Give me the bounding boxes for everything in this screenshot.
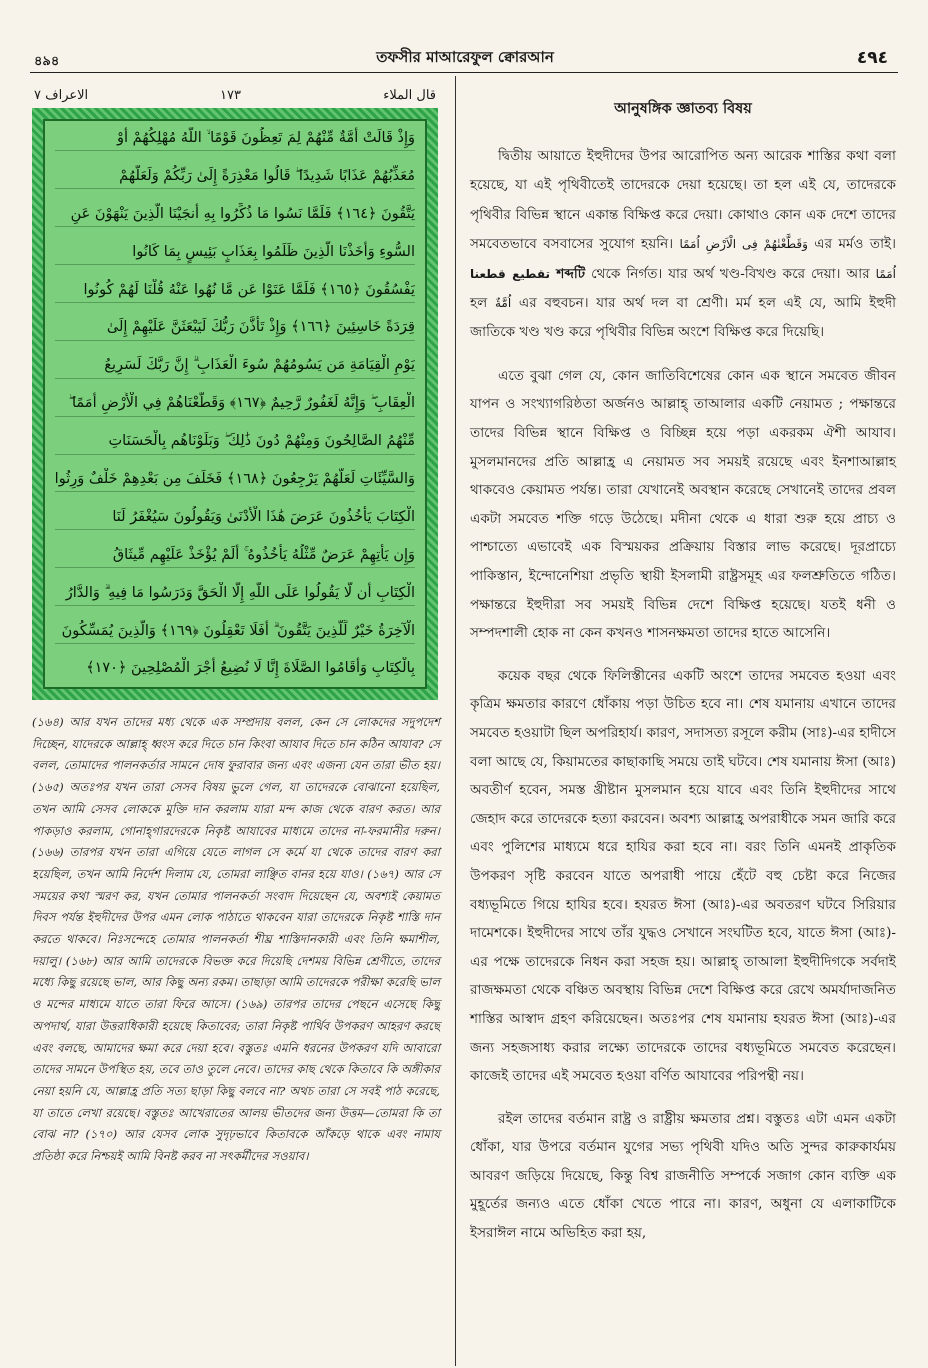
quran-line: وَإِذْ قَالَتْ أُمَّةٌ مِّنْهُمْ لِمَ تَعِظُونَ قَوْمًا ۙ اللَّهُ مُهْلِكُهُمْ أَوْ xyxy=(55,127,415,151)
p1-text-d: থেকে নির্গত। যার অর্থ খণ্ড-বিখণ্ড করে দেয়া। আর xyxy=(591,265,870,282)
para-name: قال الملاء xyxy=(383,88,436,103)
commentary-paragraph-4: রইল তাদের বর্তমান রাষ্ট্র ও রাষ্ট্রীয় ক্ষমতার প্রশ্ন। বস্তুতঃ এটা এমন একটা ধোঁকা, যার উপরে বর্তমান যুগের সভ্য পৃথিবী যদিও অতি সুন্দর কারুকার্যময় আবরণ জড়িয়ে দিয়েছে, কিন্তু বিশ্ব রাজনীতি সম্পর্কে সজাগ কোন ব্যক্তি এক মুহূর্তের জন্যও এতে ধোঁকা খেতে পারে না। কারণ, অধুনা যে এলাকাটিকে ইসরাঈল নামে অভিহিত করা হয়, xyxy=(470,1110,896,1242)
quran-line: الْكِتَابِ أَن لَّا يَقُولُوا عَلَى اللَّهِ إِلَّا الْحَقَّ وَدَرَسُوا مَا فِيهِ ۗ وَالدَّارُ xyxy=(55,582,415,606)
p1-arabic-umaman: اُمَمًا xyxy=(875,266,897,281)
running-title: তফসীর মাআরেফুল ক্বোরআন xyxy=(376,48,554,66)
column-divider xyxy=(455,76,456,1366)
quran-text-frame xyxy=(32,108,438,700)
quran-line: قِرَدَةً خَاسِئِينَ ﴿١٦٦﴾ وَإِذْ تَأَذَّنَ رَبُّكَ لَيَبْعَثَنَّ عَلَيْهِمْ إِلَىٰ xyxy=(55,316,415,340)
p1-text-f: এর বহুবচন। যার অর্থ দল বা শ্রেণী। মর্ম হল এই যে, আমি ইহুদী জাতিকে খণ্ড খণ্ড করে পৃথিবীর বিভিন্ন অংশে বিক্ষিপ্ত করে দিয়েছি। xyxy=(470,295,896,341)
quran-line: بِالْكِتَابِ وَأَقَامُوا الصَّلَاةَ إِنَّا لَا نُضِيعُ أَجْرَ الْمُصْلِحِينَ ﴿١٧٠﴾ xyxy=(86,660,415,677)
commentary-paragraph-1 xyxy=(470,142,896,348)
quran-text-panel xyxy=(43,119,427,689)
p1-text-e: হল xyxy=(470,295,488,312)
quran-meta xyxy=(30,86,440,108)
commentary-paragraph-2: এতে বুঝা গেল যে, কোন জাতিবিশেষের কোন এক স্থানে সমবেত জীবন যাপন ও সংখ্যাগরিষ্ঠতা অর্জনও আল্লাহ্ তাআলার একটি নেয়ামত ; পক্ষান্তরে তাদের বিভিন্ন স্থানে বিক্ষিপ্ত ও বিচ্ছিন্ন হয়ে পড়া একরকম ঐশী আযাব। মুসলমানদের প্রতি আল্লাহ্র এ নেয়ামত সব সময়ই রয়েছে এবং ইনশাআল্লাহ থাকবেও কেয়ামত পর্যন্ত। তারা যেখানেই অবস্থান করেছে সেখানেই তাদের প্রবল একটা সমবেত শক্তি গড়ে উঠেছে। মদীনা থেকে এ ধারা শুরু হয়ে প্রাচ্য ও পাশ্চাত্যে এভাবেই এক বিস্ময়কর প্রক্রিয়ায় বিস্তার লাভ করেছে। দূরপ্রাচ্যে পাকিস্তান, ইন্দোনেশিয়া প্রভৃতি স্থায়ী ইসলামী রাষ্ট্রসমূহ এর ফলশ্রুতিতে গঠিত। পক্ষান্তরে ইহুদীরা সব সময়ই বিভিন্ন দেশে বিক্ষিপ্ত হয়েছে। যতই ধনী ও সম্পদশালী হোক না কেন কখনও শাসনক্ষমতা তাদের হাতে আসেনি। xyxy=(470,367,896,642)
page-header xyxy=(0,0,928,80)
quran-line: الْآخِرَةُ خَيْرٌ لِّلَّذِينَ يَتَّقُونَ ۗ أَفَلَا تَعْقِلُونَ ﴿١٦٩﴾ وَالَّذِينَ يُمَسِّكُونَ xyxy=(55,620,415,644)
commentary-heading: আনুষঙ্গিক জ্ঞাতব্য বিষয় xyxy=(614,100,752,117)
page-number-bengali: ৪৯৪ xyxy=(34,54,60,69)
quran-line: الْكِتَابَ يَأْخُذُونَ عَرَضَ هَٰذَا الْأَدْنَىٰ وَيَقُولُونَ سَيُغْفَرُ لَنَا xyxy=(55,506,415,530)
p1-arabic-quote: وَقَطَّعْنٰهُمْ فِى الْاَرْضِ اُمَمًا xyxy=(679,237,808,252)
header-rule xyxy=(30,72,898,73)
commentary-paragraph-3: কয়েক বছর থেকে ফিলিস্তীনের একটি অংশে তাদের সমবেত হওয়া এবং কৃত্রিম ক্ষমতার কারণে ধোঁকায় পড়া উচিত হবে না। শেষ যমানায় এখানে তাদের সমবেত হওয়াটা ছিল অপরিহার্য। কারণ, সদাসত্য রসূলে করীম (সাঃ)-এর হাদীসে বলা আছে যে, কিয়ামতের কাছাকাছি সময়ে তাই ঘটবে। শেষ যমানায় ঈসা (আঃ) অবতীর্ণ হবেন, সমস্ত খ্রীষ্টান মুসলমান হয়ে যাবে এবং তিনি ইহুদীদের সাথে জেহাদ করে তাদেরকে হত্যা করবেন। অবশ্য আল্লাহ্র অপরাধীকে সমন জারি করে এবং পুলিশের মাধ্যমে ধরে হাযির করা হবে না। বরং তিনি এমনই প্রাকৃতিক উপকরণ সৃষ্টি করবেন যাতে অপরাধী পায়ে হেঁটে বহু চেষ্টা করে নিজের বধ্যভূমিতে গিয়ে হাযির হবে। হযরত ঈসা (আঃ)-এর অবতরণ ঘটবে সিরিয়ার দামেশকে। ইহুদীদের সাথে তাঁর যুদ্ধও সেখানে সংঘটিত হবে, যাতে ঈসা (আঃ)-এর পক্ষে তাদেরকে নিধন করা সহজ হয়। আল্লাহ্ তাআলা ইহুদীদিগকে সর্বদাই রাজক্ষমতা থেকে বঞ্চিত অবস্থায় বিভিন্ন দেশে বিক্ষিপ্ত করে রেখে অমর্যাদাজনিত শাস্তির আস্বাদ গ্রহণ করিয়েছেন। অতঃপর শেষ যমানায় হযরত ঈসা (আঃ)-এর জন্য সহজসাধ্য করার লক্ষ্যে তাদেরকে তাদের বধ্যভূমিতে সমবেত করেছেন। কাজেই তাদের এই সমবেত হওয়া বর্ণিত আযাবের পরিপন্থী নয়। xyxy=(470,667,896,1085)
p1-text-b: এর মর্মও তাই। xyxy=(814,236,896,253)
p1-arabic-qatana: قطعنا xyxy=(470,266,506,281)
quran-line: مُعَذِّبُهُمْ عَذَابًا شَدِيدًا ۖ قَالُوا مَعْذِرَةً إِلَىٰ رَبِّكُمْ وَلَعَلَّهُمْ xyxy=(55,165,415,189)
p1-text-c: শব্দটি xyxy=(556,265,586,282)
p1-arabic-ummah: اُمَّةٌ xyxy=(495,296,512,311)
p1-text-a: দ্বিতীয় আয়াতে ইহুদীদের উপর আরোপিত অন্য আরেক শাস্তির কথা বলা হয়েছে, যা এই পৃথিবীতেই তাদেরকে দেয়া হয়েছে। তা হল এই যে, তাদেরকে পৃথিবীর বিভিন্ন স্থানে একান্ত বিক্ষিপ্ত করে দেয়া। কোথাও কোন এক দেশে তাদের সমবেতভাবে বসবাসের সুযোগ হয়নি। xyxy=(470,148,896,253)
quran-line: مِّنْهُمُ الصَّالِحُونَ وَمِنْهُمْ دُونَ ذَٰلِكَ ۖ وَبَلَوْنَاهُم بِالْحَسَنَاتِ xyxy=(55,430,415,454)
quran-line: الْعِقَابِ ۖ وَإِنَّهُ لَغَفُورٌ رَّحِيمٌ ﴿١٦٧﴾ وَقَطَّعْنَاهُمْ فِي الْأَرْضِ أُمَمًا ۖ xyxy=(55,392,415,416)
quran-line: يَفْسُقُونَ ﴿١٦٥﴾ فَلَمَّا عَتَوْا عَن مَّا نُهُوا عَنْهُ قُلْنَا لَهُمْ كُونُوا xyxy=(55,279,415,303)
quran-line: السُّوءِ وَأَخَذْنَا الَّذِينَ ظَلَمُوا بِعَذَابٍ بَئِيسٍ بِمَا كَانُوا xyxy=(55,241,415,265)
quran-line: وَالسَّيِّئَاتِ لَعَلَّهُمْ يَرْجِعُونَ ﴿١٦٨﴾ فَخَلَفَ مِن بَعْدِهِمْ خَلْفٌ وَرِثُوا xyxy=(55,468,415,492)
p1-arabic-taqti: تقطيع xyxy=(512,266,550,281)
quran-line: يَتَّقُونَ ﴿١٦٤﴾ فَلَمَّا نَسُوا مَا ذُكِّرُوا بِهِ أَنجَيْنَا الَّذِينَ يَنْهَوْنَ عَنِ xyxy=(55,203,415,227)
commentary-column xyxy=(470,98,896,1262)
bengali-translation: (১৬৪) আর যখন তাদের মধ্য থেকে এক সম্প্রদায় বলল, কেন সে লোকদের সদুপদেশ দিচ্ছেন, যাদেরকে আল্লাহ্ ধ্বংস করে দিতে চান কিংবা আযাব দিতে চান কঠিন আযাব? সে বলল, তোমাদের পালনকর্তার সামনে দোষ ফুরাবার জন্য এবং এজন্য যেন তারা ভীত হয়। (১৬৫) অতঃপর যখন তারা সেসব বিষয় ভুলে গেল, যা তাদেরকে বোঝানো হয়েছিল, তখন আমি সেসব লোককে মুক্তি দান করলাম যারা মন্দ কাজ থেকে বারণ করত। আর পাকড়াও করলাম, গোনাহ্গারদেরকে নিকৃষ্ট আযাবের মাধ্যমে তাদের না-ফরমানীর দরুন। (১৬৬) তারপর যখন তারা এগিয়ে যেতে লাগল সে কর্মে যা থেকে তাদের বারণ করা হয়েছিল, তখন আমি নির্দেশ দিলাম যে, তোমরা লাঞ্ছিত বানর হয়ে যাও। (১৬৭) আর সে সময়ের কথা স্মরণ কর, যখন তোমার পালনকর্তা সংবাদ দিয়েছেন যে, অবশ্যই কেয়ামত দিবস পর্যন্ত ইহুদীদের উপর এমন লোক পাঠাতে থাকবেন যারা তাদেরকে নিকৃষ্ট শাস্তি দান করতে থাকবে। নিঃসন্দেহে তোমার পালনকর্তা শীঘ্র শাস্তিদানকারী এবং তিনি ক্ষমাশীল, দয়ালু। (১৬৮) আর আমি তাদেরকে বিভক্ত করে দিয়েছি দেশময় বিভিন্ন শ্রেণীতে, তাদের মধ্যে কিছু রয়েছে ভাল, আর কিছু অন্য রকম। তাছাড়া আমি তাদেরকে পরীক্ষা করেছি ভাল ও মন্দের মাধ্যমে যাতে তারা ফিরে আসে। (১৬৯) তারপর তাদের পেছনে এসেছে কিছু অপদার্থ, যারা উত্তরাধিকারী হয়েছে কিতাবের; তারা নিকৃষ্ট পার্থিব উপকরণ আহরণ করছে এবং বলছে, আমাদের ক্ষমা করে দেয়া হবে। বস্তুতঃ এমনি ধরনের উপকরণ যদি আবারো তাদের সামনে উপস্থিত হয়, তবে তাও তুলে নেবে। তাদের কাছ থেকে কিতাবে কি অঙ্গীকার নেয়া হয়নি যে, আল্লাহ্র প্রতি সত্য ছাড়া কিছু বলবে না? অথচ তারা সে সবই পাঠ করেছে, যা তাতে লেখা রয়েছে। বস্তুতঃ আখেরাতের আলয় ভীতদের জন্য উত্তম—তোমরা কি তা বোঝ না? (১৭০) আর যেসব লোক সুদৃঢ়ভাবে কিতাবকে আঁকড়ে থাকে এবং নামায প্রতিষ্ঠা করে নিশ্চয়ই আমি বিনষ্ট করব না সৎকর্মীদের সওয়াব। xyxy=(32,715,440,1164)
mushaf-page-number: ١٧٣ xyxy=(220,88,241,103)
surah-name: الاعراف ٧ xyxy=(34,88,89,103)
quran-line: يَوْمِ الْقِيَامَةِ مَن يَسُومُهُمْ سُوءَ الْعَذَابِ ۗ إِنَّ رَبَّكَ لَسَرِيعُ xyxy=(55,354,415,378)
quran-line: وَإِن يَأْتِهِمْ عَرَضٌ مِّثْلُهُ يَأْخُذُوهُ ۚ أَلَمْ يُؤْخَذْ عَلَيْهِم مِّيثَاقُ xyxy=(55,544,415,568)
page-number-arabic: ٤٩٤ xyxy=(856,48,888,68)
